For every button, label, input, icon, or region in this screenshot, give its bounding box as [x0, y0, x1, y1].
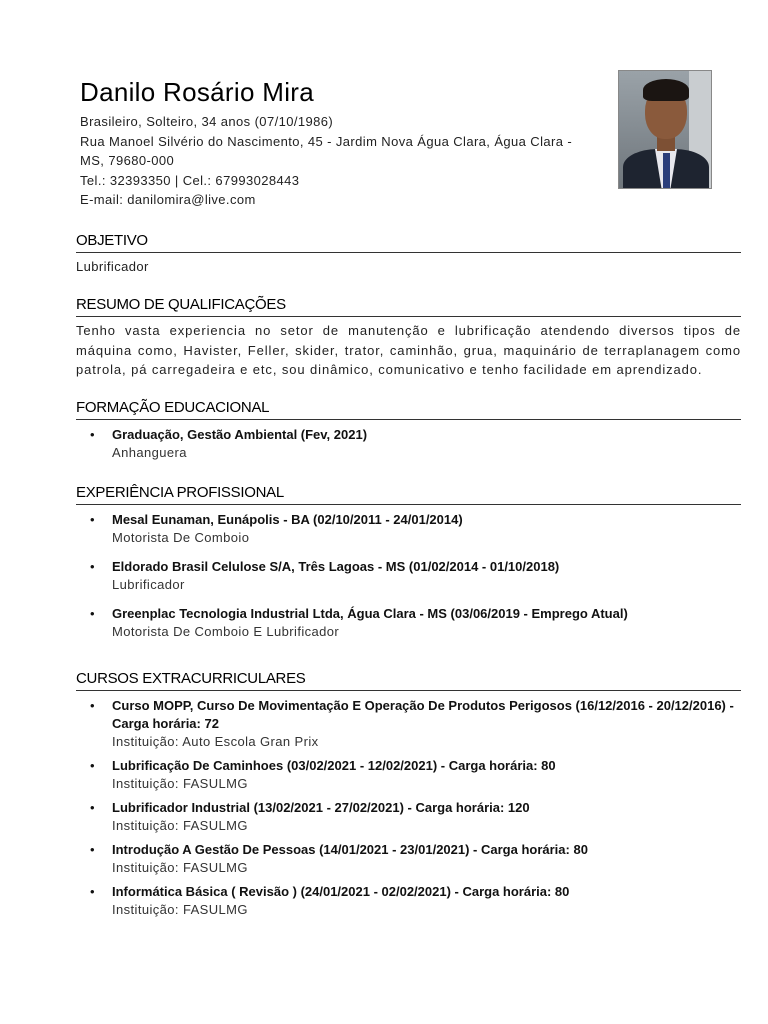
bullet: • — [90, 842, 95, 857]
item-subtitle: Motorista De Comboio — [112, 530, 250, 545]
item-title: Curso MOPP, Curso De Movimentação E Operação De Produtos Perigosos (16/12/2016 - 20/12/2016) - Carga horária: 72 — [112, 698, 734, 731]
education-list — [76, 426, 741, 462]
list-item — [76, 697, 741, 751]
list-item — [76, 605, 741, 641]
courses-list — [76, 697, 741, 919]
profile-photo — [618, 70, 712, 189]
list-item — [76, 558, 741, 594]
item-subtitle: Lubrificador — [112, 577, 185, 592]
item-subtitle: Instituição: Auto Escola Gran Prix — [112, 734, 319, 749]
bullet: • — [90, 512, 95, 527]
section-title: EXPERIÊNCIA PROFISSIONAL — [76, 483, 741, 505]
item-title: Graduação, Gestão Ambiental (Fev, 2021) — [112, 427, 368, 442]
list-item — [76, 757, 741, 793]
address-line-2: MS, 79680-000 — [80, 153, 175, 168]
phone-line: Tel.: 32393350 | Cel.: 67993028443 — [80, 172, 300, 188]
item-title: Lubrificação De Caminhoes (03/02/2021 - 12/02/2021) - Carga horária: 80 — [112, 758, 556, 773]
address-line: Rua Manoel Silvério do Nascimento, 45 - Jardim Nova Água Clara, Água Clara - — [80, 133, 573, 149]
item-subtitle: Instituição: FASULMG — [112, 860, 248, 875]
resume-header — [80, 76, 580, 210]
item-subtitle: Instituição: FASULMG — [112, 818, 248, 833]
bullet: • — [90, 800, 95, 815]
experience-list — [76, 511, 741, 641]
section-cursos — [76, 669, 741, 925]
objective-text: Lubrificador — [76, 259, 149, 274]
item-title: Greenplac Tecnologia Industrial Ltda, Água Clara - MS (03/06/2019 - Emprego Atual) — [112, 606, 628, 621]
list-item — [76, 511, 741, 547]
item-title: Eldorado Brasil Celulose S/A, Três Lagoas - MS (01/02/2014 - 01/10/2018) — [112, 559, 560, 574]
summary-text: Tenho vasta experiencia no setor de manutenção e lubrificação atendendo diversos tipos de máquina como, Havister, Feller, skider, trator, caminhão, grua, maquinário de terraplanagem como patrola, pá carregadeira e etc, sou dinâmico, comunicativo e tenho facilidade em aprendizado. — [76, 323, 741, 377]
candidate-name: Danilo Rosário Mira — [80, 77, 314, 107]
email-line: E-mail: danilomira@live.com — [80, 192, 256, 207]
section-objetivo — [76, 231, 741, 277]
item-subtitle: Instituição: FASULMG — [112, 776, 248, 791]
list-item — [76, 841, 741, 877]
bullet: • — [90, 698, 95, 713]
section-resumo — [76, 295, 741, 380]
bullet: • — [90, 427, 95, 442]
section-title: CURSOS EXTRACURRICULARES — [76, 669, 741, 691]
section-title: RESUMO DE QUALIFICAÇÕES — [76, 295, 741, 317]
bullet: • — [90, 758, 95, 773]
item-title: Lubrificador Industrial (13/02/2021 - 27/02/2021) - Carga horária: 120 — [112, 800, 530, 815]
list-item — [76, 426, 741, 462]
item-subtitle: Anhanguera — [112, 445, 187, 460]
item-title: Informática Básica ( Revisão ) (24/01/2021 - 02/02/2021) - Carga horária: 80 — [112, 884, 570, 899]
item-title: Mesal Eunaman, Eunápolis - BA (02/10/2011 - 24/01/2014) — [112, 512, 463, 527]
item-title: Introdução A Gestão De Pessoas (14/01/2021 - 23/01/2021) - Carga horária: 80 — [112, 842, 588, 857]
item-subtitle: Motorista De Comboio E Lubrificador — [112, 624, 340, 639]
section-title: OBJETIVO — [76, 231, 741, 253]
section-formacao — [76, 398, 741, 462]
section-experiencia — [76, 483, 741, 652]
item-subtitle: Instituição: FASULMG — [112, 902, 248, 917]
bullet: • — [90, 884, 95, 899]
section-title: FORMAÇÃO EDUCACIONAL — [76, 398, 741, 420]
bullet: • — [90, 606, 95, 621]
list-item — [76, 883, 741, 919]
bullet: • — [90, 559, 95, 574]
list-item — [76, 799, 741, 835]
personal-info: Brasileiro, Solteiro, 34 anos (07/10/1986) — [80, 114, 334, 129]
